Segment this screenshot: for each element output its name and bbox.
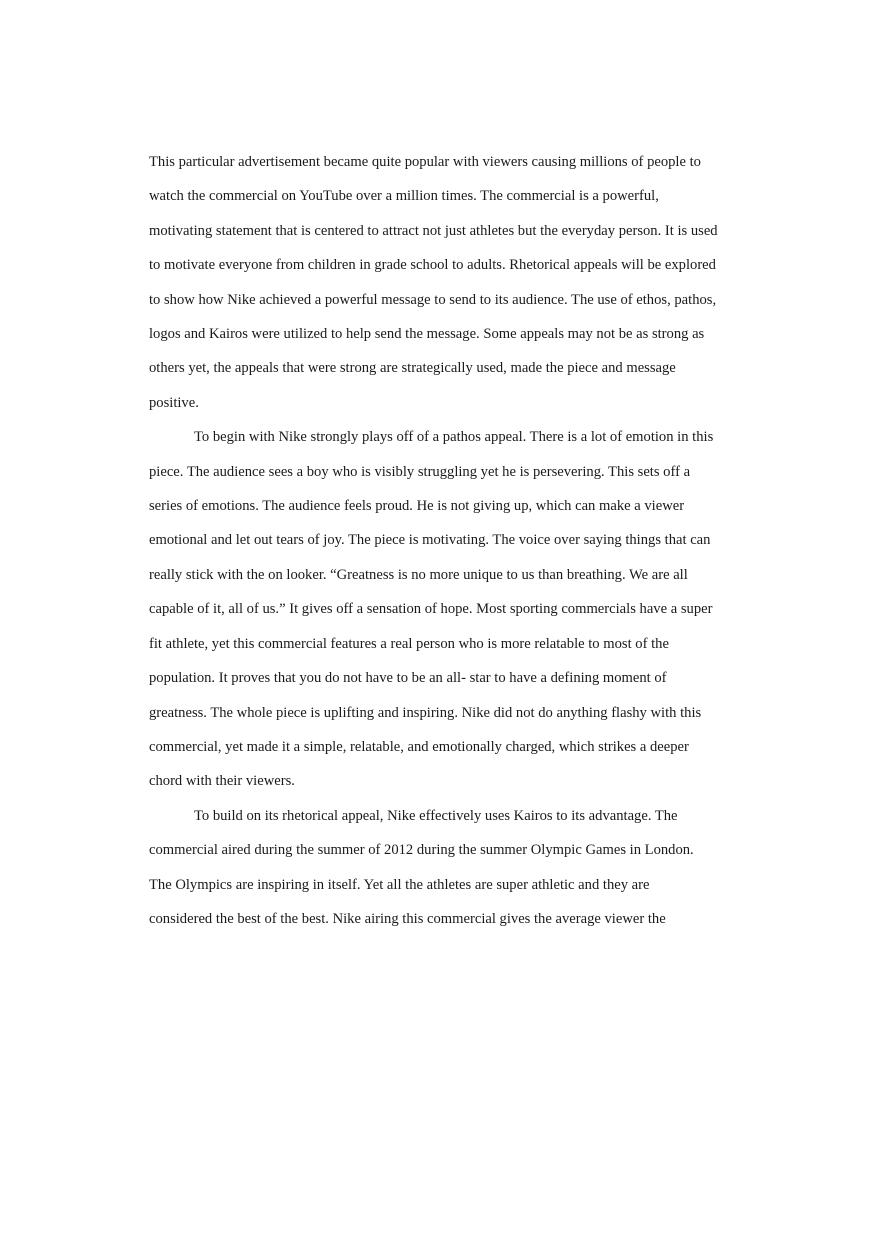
text-line: population. It proves that you do not have to be an all- star to have a defining moment of [149, 670, 667, 687]
text-line: positive. [149, 394, 199, 411]
text-line: to show how Nike achieved a powerful message to send to its audience. The use of ethos, pathos, [149, 291, 717, 308]
text-line: commercial, yet made it a simple, relatable, and emotionally charged, which strikes a deeper [149, 738, 689, 755]
text-line: watch the commercial on YouTube over a million times. The commercial is a powerful, [149, 188, 659, 205]
text-line: The Olympics are inspiring in itself. Yet all the athletes are super athletic and they are [149, 876, 650, 893]
text-line: This particular advertisement became quite popular with viewers causing millions of people to [149, 154, 701, 170]
text-line: piece. The audience sees a boy who is visibly struggling yet he is persevering. This sets off a [149, 463, 691, 480]
text-line: commercial aired during the summer of 2012 during the summer Olympic Games in London. [149, 842, 694, 859]
document-body [149, 145, 734, 936]
text-line: series of emotions. The audience feels proud. He is not giving up, which can make a viewer [149, 498, 685, 515]
text-line: really stick with the on looker. “Greatness is no more unique to us than breathing. We are all [149, 566, 688, 583]
text-line: motivating statement that is centered to attract not just athletes but the everyday person. It is used [149, 222, 718, 239]
paragraph-3 [149, 799, 734, 937]
text-line: fit athlete, yet this commercial features a real person who is more relatable to most of the [149, 635, 669, 652]
paragraph-2 [149, 420, 734, 798]
text-line: to motivate everyone from children in grade school to adults. Rhetorical appeals will be explored [149, 257, 716, 274]
text-line: To build on its rhetorical appeal, Nike effectively uses Kairos to its advantage. The [194, 807, 678, 824]
text-line: greatness. The whole piece is uplifting and inspiring. Nike did not do anything flashy with this [149, 704, 702, 721]
text-line: others yet, the appeals that were strong are strategically used, made the piece and message [149, 360, 676, 377]
paragraph-1 [149, 145, 734, 420]
text-line: To begin with Nike strongly plays off of a pathos appeal. There is a lot of emotion in this [194, 429, 714, 446]
text-line: logos and Kairos were utilized to help send the message. Some appeals may not be as strong as [149, 326, 705, 343]
text-line: capable of it, all of us.” It gives off a sensation of hope. Most sporting commercials have a super [149, 601, 713, 618]
text-line: considered the best of the best. Nike airing this commercial gives the average viewer the [149, 910, 666, 927]
text-line: emotional and let out tears of joy. The piece is motivating. The voice over saying things that can [149, 532, 711, 549]
text-line: chord with their viewers. [149, 773, 295, 790]
